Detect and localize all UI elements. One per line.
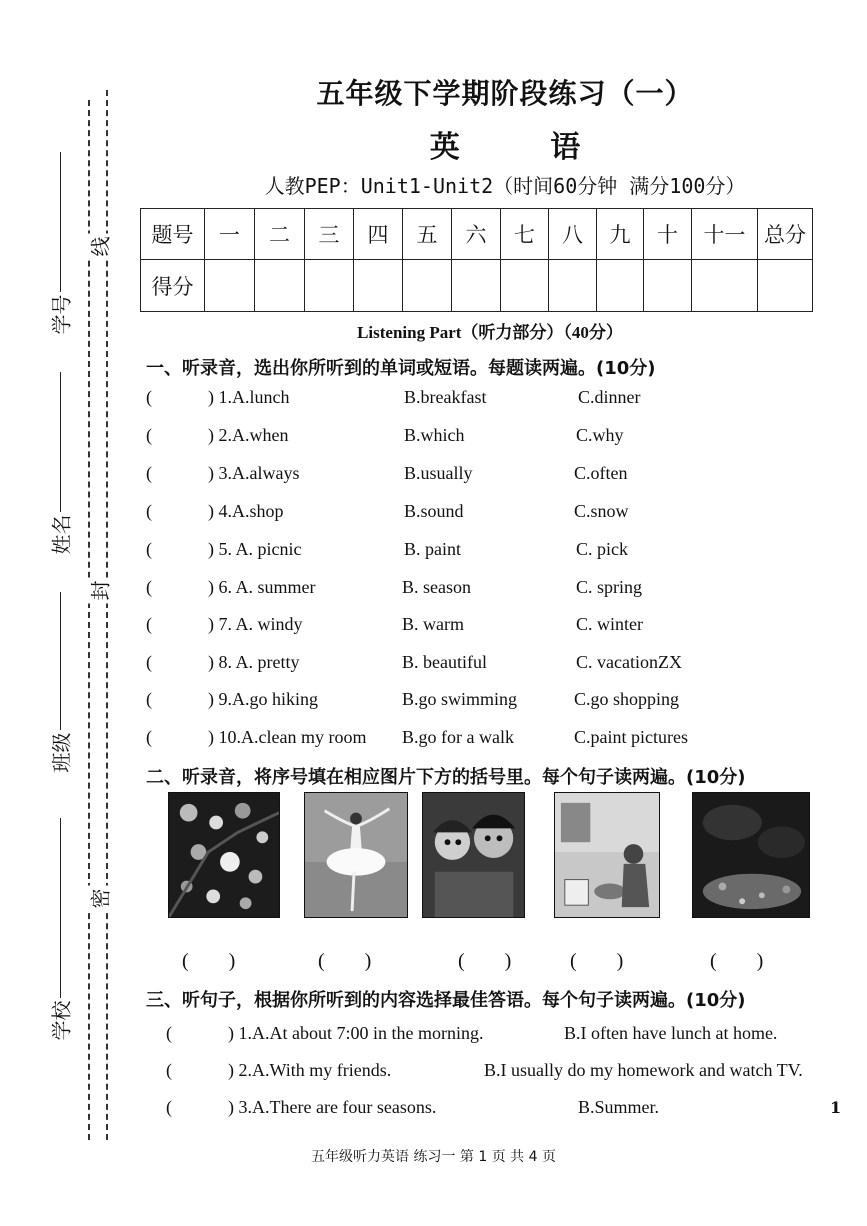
option-b: B.usually bbox=[404, 463, 473, 483]
option-b: B. beautiful bbox=[402, 652, 487, 672]
score-cell[interactable] bbox=[403, 260, 452, 312]
option-b: B. warm bbox=[402, 614, 464, 634]
score-col-header: 八 bbox=[549, 209, 597, 260]
score-col-header: 十一 bbox=[692, 209, 758, 260]
answer-open-paren[interactable]: ( bbox=[166, 1023, 172, 1043]
class-field[interactable] bbox=[38, 592, 82, 773]
score-row-label: 题号 bbox=[141, 209, 205, 260]
score-cell[interactable] bbox=[644, 260, 692, 312]
option-c: C.snow bbox=[574, 501, 629, 521]
score-cell[interactable] bbox=[205, 260, 255, 312]
option-c: C. spring bbox=[576, 577, 643, 597]
binding-word-mi: 密 bbox=[85, 886, 114, 912]
section2-heading: 二、听录音，将序号填在相应图片下方的括号里。每个句子读两遍。(10分) bbox=[146, 767, 746, 788]
option-a: ) 5. A. picnic bbox=[208, 539, 302, 559]
cartoon-characters-picture bbox=[422, 792, 525, 918]
score-row-label: 得分 bbox=[141, 260, 205, 312]
answer-open-paren[interactable]: ( bbox=[146, 727, 152, 747]
option-c: C.dinner bbox=[578, 387, 641, 407]
name-field[interactable] bbox=[38, 372, 82, 555]
score-cell[interactable] bbox=[597, 260, 644, 312]
answer-open-paren[interactable]: ( bbox=[146, 501, 152, 521]
option-b: B.sound bbox=[404, 501, 464, 521]
score-cell[interactable] bbox=[255, 260, 305, 312]
section1-heading: 一、听录音，选出你所听到的单词或短语。每题读两遍。(10分) bbox=[146, 358, 656, 379]
option-b: B.go swimming bbox=[402, 689, 518, 709]
score-table bbox=[140, 208, 813, 312]
option-b: B.which bbox=[404, 425, 465, 445]
answer-open-paren[interactable]: ( bbox=[146, 614, 152, 634]
answer-open-paren[interactable]: ( bbox=[146, 577, 152, 597]
option-a: ) 2.A.With my friends. bbox=[228, 1060, 392, 1080]
answer-open-paren[interactable]: ( bbox=[146, 539, 152, 559]
answer-open-paren[interactable]: ( bbox=[146, 425, 152, 445]
ballet-dancer-photo bbox=[304, 792, 408, 918]
option-c: C.often bbox=[574, 463, 628, 483]
score-col-header: 一 bbox=[205, 209, 255, 260]
student-id-field[interactable] bbox=[38, 152, 82, 335]
option-c: C.why bbox=[576, 425, 624, 445]
option-b: B.Summer. bbox=[578, 1097, 660, 1117]
kitchen-cooking-photo bbox=[554, 792, 660, 918]
score-col-header: 七 bbox=[501, 209, 549, 260]
score-cell[interactable] bbox=[549, 260, 597, 312]
blossom-photo bbox=[168, 792, 280, 918]
class-label: 班级 bbox=[49, 732, 74, 773]
school-field[interactable] bbox=[38, 818, 82, 1041]
score-col-header: 总分 bbox=[758, 209, 813, 260]
option-b: B. season bbox=[402, 577, 471, 597]
option-c: C. pick bbox=[576, 539, 628, 559]
autumn-leaves-photo bbox=[692, 792, 810, 918]
score-col-header: 十 bbox=[644, 209, 692, 260]
answer-open-paren[interactable]: ( bbox=[166, 1060, 172, 1080]
name-label: 姓名 bbox=[49, 514, 74, 555]
score-col-header: 二 bbox=[255, 209, 305, 260]
page-footer: 五年级听力英语 练习一 第 1 页 共 4 页 bbox=[311, 1149, 556, 1165]
answer-open-paren[interactable]: ( bbox=[166, 1097, 172, 1117]
score-col-header: 六 bbox=[452, 209, 501, 260]
name-line bbox=[60, 372, 61, 512]
score-cell[interactable] bbox=[354, 260, 403, 312]
option-a: ) 6. A. summer bbox=[208, 577, 316, 597]
score-cell[interactable] bbox=[692, 260, 758, 312]
option-b: B.I often have lunch at home. bbox=[564, 1023, 778, 1043]
option-b: B.I usually do my homework and watch TV. bbox=[484, 1060, 803, 1080]
answer-open-paren[interactable]: ( bbox=[146, 463, 152, 483]
option-b: B.go for a walk bbox=[402, 727, 514, 747]
picture-answer-bracket[interactable]: ( ) bbox=[318, 950, 372, 972]
option-a: ) 2.A.when bbox=[208, 425, 289, 445]
score-cell[interactable] bbox=[305, 260, 354, 312]
picture-answer-bracket[interactable]: ( ) bbox=[182, 950, 236, 972]
option-c: C. vacationZX bbox=[576, 652, 682, 672]
option-a: ) 1.A.lunch bbox=[208, 387, 290, 407]
option-b: B.breakfast bbox=[404, 387, 487, 407]
exam-meta: 人教PEP：Unit1-Unit2（时间60分钟 满分100分） bbox=[264, 174, 746, 198]
edge-mark: 1 bbox=[830, 1098, 842, 1117]
score-table-header-row bbox=[141, 209, 813, 260]
score-col-header: 三 bbox=[305, 209, 354, 260]
score-cell[interactable] bbox=[452, 260, 501, 312]
school-label: 学校 bbox=[49, 1000, 74, 1041]
option-a: ) 10.A.clean my room bbox=[208, 727, 367, 747]
picture-answer-bracket[interactable]: ( ) bbox=[570, 950, 624, 972]
student-id-line bbox=[60, 152, 61, 292]
binding-margin bbox=[0, 0, 120, 1226]
score-cell[interactable] bbox=[501, 260, 549, 312]
option-b: B. paint bbox=[404, 539, 461, 559]
score-cell[interactable] bbox=[758, 260, 813, 312]
section3-heading: 三、听句子，根据你所听到的内容选择最佳答语。每个句子读两遍。(10分) bbox=[146, 990, 746, 1011]
score-col-header: 四 bbox=[354, 209, 403, 260]
option-a: ) 3.A.always bbox=[208, 463, 300, 483]
binding-word-feng: 封 bbox=[85, 578, 114, 604]
option-a: ) 1.A.At about 7:00 in the morning. bbox=[228, 1023, 484, 1043]
exam-subject: 英 语 bbox=[429, 130, 621, 165]
option-c: C.paint pictures bbox=[574, 727, 688, 747]
student-id-label: 学号 bbox=[49, 294, 74, 335]
score-col-header: 五 bbox=[403, 209, 452, 260]
score-table-score-row bbox=[141, 260, 813, 312]
score-col-header: 九 bbox=[597, 209, 644, 260]
option-c: C. winter bbox=[576, 614, 643, 634]
binding-word-xian: 线 bbox=[85, 234, 114, 260]
option-a: ) 9.A.go hiking bbox=[208, 689, 318, 709]
class-line bbox=[60, 592, 61, 730]
option-a: ) 7. A. windy bbox=[208, 614, 303, 634]
answer-open-paren[interactable]: ( bbox=[146, 689, 152, 709]
picture-answer-bracket[interactable]: ( ) bbox=[710, 950, 764, 972]
option-a: ) 4.A.shop bbox=[208, 501, 284, 521]
picture-answer-bracket[interactable]: ( ) bbox=[458, 950, 512, 972]
answer-open-paren[interactable]: ( bbox=[146, 387, 152, 407]
option-a: ) 3.A.There are four seasons. bbox=[228, 1097, 437, 1117]
exam-title: 五年级下学期阶段练习（一） bbox=[316, 77, 694, 110]
option-a: ) 8. A. pretty bbox=[208, 652, 300, 672]
option-c: C.go shopping bbox=[574, 689, 680, 709]
answer-open-paren[interactable]: ( bbox=[146, 652, 152, 672]
school-line bbox=[60, 818, 61, 998]
listening-part-heading: Listening Part（听力部分）（40分） bbox=[357, 323, 623, 342]
